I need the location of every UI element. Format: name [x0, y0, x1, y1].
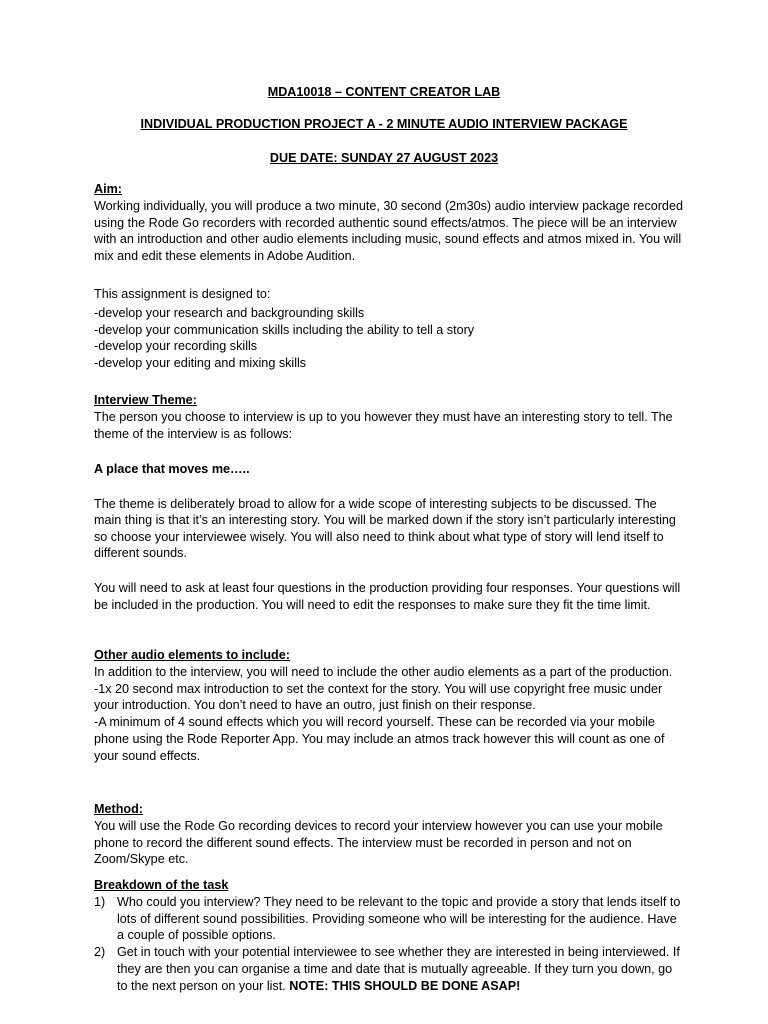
- other-elements-item: -A minimum of 4 sound effects which you will record yourself. These can be recorded via your mobile phone using the Rode Reporter App. You may include an atmos track however this will count as one of your sound effects.: [94, 715, 665, 763]
- breakdown-heading: Breakdown of the task: [94, 878, 229, 892]
- theme-section: [94, 392, 684, 442]
- aim-text: Working individually, you will produce a two minute, 30 second (2m30s) audio interview package recorded using the Rode Go recorders with recorded authentic sound effects/atmos. The piece will be an interview with an introduction and other audio elements including music, sound effects and atmos mixed in. You will mix and edit these elements in Adobe Audition.: [94, 198, 683, 264]
- course-title: MDA10018 – CONTENT CREATOR LAB: [267, 85, 501, 99]
- aim-section: [94, 181, 684, 265]
- theme-title: A place that moves me…..: [94, 462, 250, 476]
- due-date: DUE DATE: SUNDAY 27 AUGUST 2023: [269, 151, 499, 165]
- assignment-item: -develop your communication skills including the ability to tell a story: [94, 322, 475, 337]
- breakdown-section: [94, 877, 684, 995]
- other-elements-section: [94, 647, 684, 765]
- theme-text: The person you choose to interview is up to you however they must have an interesting story to tell. The theme of the interview is as follows:: [94, 409, 673, 441]
- assignment-section: [94, 286, 684, 372]
- assignment-item: -develop your editing and mixing skills: [94, 356, 307, 371]
- step-number: 1): [94, 894, 106, 909]
- aim-heading: Aim:: [94, 182, 122, 196]
- step-text: Who could you interview? They need to be relevant to the topic and provide a story that lends itself to lots of different sound possibilities. Providing someone who will be interesting for the audience. Have a couple of possible options.: [117, 894, 681, 943]
- breakdown-list: [94, 894, 684, 995]
- assignment-intro: This assignment is designed to:: [94, 287, 271, 301]
- list-item: [94, 944, 684, 994]
- list-item: [94, 894, 684, 944]
- theme-heading: Interview Theme:: [94, 393, 197, 407]
- assignment-item: -develop your recording skills: [94, 339, 258, 354]
- other-elements-heading: Other audio elements to include:: [94, 648, 290, 662]
- method-text: You will use the Rode Go recording devices to record your interview however you can use your mobile phone to record the different sound effects. The interview must be recorded in person and not on Zoom/Skype etc.: [94, 818, 663, 867]
- method-heading: Method:: [94, 802, 143, 816]
- project-title: INDIVIDUAL PRODUCTION PROJECT A - 2 MINUTE AUDIO INTERVIEW PACKAGE: [140, 117, 628, 131]
- method-section: [94, 801, 684, 868]
- step-number: 2): [94, 945, 106, 960]
- step-note: NOTE: THIS SHOULD BE DONE ASAP!: [289, 978, 521, 993]
- questions-paragraph: You will need to ask at least four questions in the production providing four responses. Your questions will be included in the production. You will need to edit the responses to make sure they fit the time limit.: [94, 581, 681, 612]
- other-elements-intro: In addition to the interview, you will need to include the other audio elements as a part of the production.: [94, 664, 673, 679]
- step-text: Get in touch with your potential interviewee to see whether they are interested in being interviewed. If they are then you can organise a time and date that is mutually agreeable. If they turn you down, go to the next person on your list.: [117, 945, 680, 993]
- other-elements-item: -1x 20 second max introduction to set the context for the story. You will use copyright free music under your introduction. You don’t need to have an outro, just finish on their response.: [94, 681, 663, 713]
- assignment-item: -develop your research and backgrounding skills: [94, 305, 365, 320]
- theme-paragraph: The theme is deliberately broad to allow for a wide scope of interesting subjects to be discussed. The main thing is that it’s an interesting story. You will be marked down if the story isn’t particularly interesting so choose your interviewee wisely. You will also need to think about what type of story will lend itself to different sounds.: [94, 497, 676, 560]
